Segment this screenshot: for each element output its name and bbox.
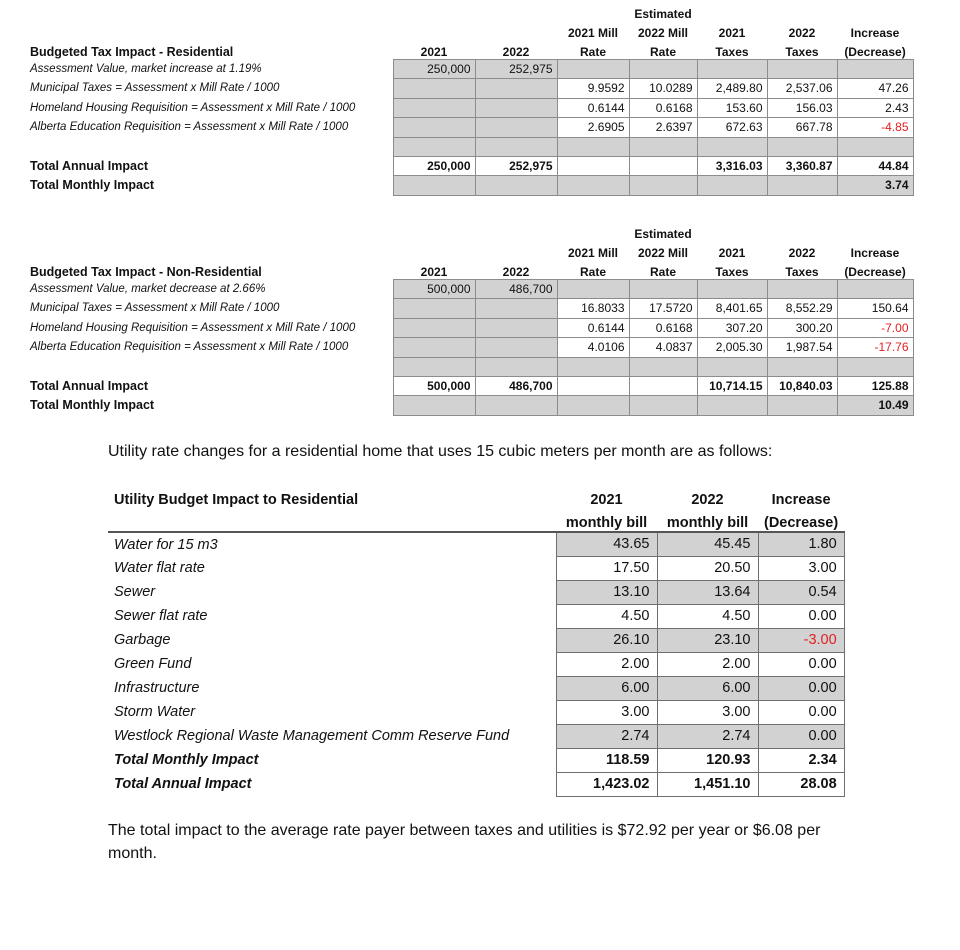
cell: 28.08 [758, 772, 844, 796]
header-row-3 [26, 260, 913, 279]
cell: 500,000 [393, 279, 475, 299]
cell: 120.93 [657, 748, 758, 772]
rate-2022-header: Rate [649, 44, 676, 59]
row-label: Sewer flat rate [114, 608, 208, 624]
cell: 0.6168 [629, 318, 697, 338]
cell [557, 279, 629, 299]
cell [629, 376, 697, 396]
row-label: Homeland Housing Requisition = Assessment x Mill Rate / 1000 [30, 321, 356, 334]
cell [475, 338, 557, 358]
cell: 156.03 [767, 98, 837, 118]
cell: 2.6397 [629, 118, 697, 138]
rate-2021-header: Rate [579, 44, 606, 59]
cell: 2,537.06 [767, 79, 837, 99]
rate-2022-header: Rate [649, 264, 676, 279]
nonresidential-tax-table [26, 222, 914, 416]
cell: 3,360.87 [767, 156, 837, 176]
cell: 3.00 [556, 700, 657, 724]
table-row [108, 628, 844, 652]
cell: 2.74 [556, 724, 657, 748]
table-row [108, 532, 844, 556]
cell: 26.10 [556, 628, 657, 652]
taxes-2021-sub: Taxes [715, 264, 749, 279]
cell: 252,975 [475, 156, 557, 176]
cell [557, 59, 629, 79]
cell [475, 318, 557, 338]
estimated-label: Estimated [634, 227, 692, 241]
cell: 150.64 [837, 299, 913, 319]
row-label: Assessment Value, market decrease at 2.66% [30, 282, 266, 295]
cell: 1,451.10 [657, 772, 758, 796]
cell: 4.50 [556, 604, 657, 628]
cell: 667.78 [767, 118, 837, 138]
table-row [26, 318, 913, 338]
spacer-row [26, 137, 913, 156]
row-label: Water for 15 m3 [114, 536, 218, 553]
taxes-2022-sub: Taxes [785, 44, 819, 59]
cell: -4.85 [837, 118, 913, 138]
cell: 500,000 [393, 376, 475, 396]
year-2021-header: 2021 [420, 44, 448, 59]
taxes-2022-sub: Taxes [785, 264, 819, 279]
cell [629, 279, 697, 299]
cell [393, 318, 475, 338]
table-row [108, 652, 844, 676]
year-2021-header: 2021 [420, 264, 448, 279]
cell: 0.6144 [557, 98, 629, 118]
total-annual-row [26, 156, 913, 176]
cell [393, 79, 475, 99]
bill-2022-header: monthly bill [657, 508, 758, 532]
row-label: Water flat rate [114, 560, 205, 576]
cell: 0.00 [758, 604, 844, 628]
utility-2022-header: 2022 [691, 492, 724, 508]
row-label: Total Annual Impact [30, 378, 149, 393]
mill-2022-header: 2022 Mill [637, 246, 689, 260]
cell: 16.8033 [557, 299, 629, 319]
cell: 47.26 [837, 79, 913, 99]
table-row [108, 604, 844, 628]
cell: 2.43 [837, 98, 913, 118]
utility-decrease-header: (Decrease) [758, 508, 844, 532]
decrease-header: (Decrease) [844, 264, 906, 279]
utility-header-row-2 [108, 508, 844, 532]
utility-table-title: Utility Budget Impact to Residential [114, 492, 359, 508]
table-row [26, 98, 913, 118]
taxes-2021-header: 2021 [718, 26, 746, 40]
table-row [26, 79, 913, 99]
cell: 118.59 [556, 748, 657, 772]
table-row [108, 724, 844, 748]
cell: -17.76 [837, 338, 913, 358]
table-row [108, 700, 844, 724]
cell [767, 279, 837, 299]
cell [475, 118, 557, 138]
cell: 13.64 [657, 580, 758, 604]
cell: 4.0106 [557, 338, 629, 358]
cell: 17.5720 [629, 299, 697, 319]
utility-header-row-1 [108, 485, 844, 508]
cell: 0.6144 [557, 318, 629, 338]
cell: 2.00 [556, 652, 657, 676]
table-row [108, 556, 844, 580]
table-row [26, 299, 913, 319]
row-label: Alberta Education Requisition = Assessment x Mill Rate / 1000 [30, 341, 349, 354]
cell [393, 338, 475, 358]
cell: 23.10 [657, 628, 758, 652]
row-label: Storm Water [114, 704, 196, 720]
cell [767, 59, 837, 79]
taxes-2021-header: 2021 [718, 246, 746, 260]
rate-2021-header: Rate [579, 264, 606, 279]
cell: 307.20 [697, 318, 767, 338]
total-monthly-row [26, 396, 913, 416]
cell [697, 279, 767, 299]
taxes-2021-sub: Taxes [715, 44, 749, 59]
mill-2021-header: 2021 Mill [567, 26, 619, 40]
cell [629, 59, 697, 79]
row-label: Total Annual Impact [30, 158, 149, 173]
cell [557, 376, 629, 396]
cell: 2.00 [657, 652, 758, 676]
cell: 0.6168 [629, 98, 697, 118]
mill-2021-header: 2021 Mill [567, 246, 619, 260]
cell: 6.00 [657, 676, 758, 700]
cell: 0.00 [758, 676, 844, 700]
utility-2021-header: 2021 [590, 492, 623, 508]
cell: 4.50 [657, 604, 758, 628]
row-label: Westlock Regional Waste Management Comm Reserve Fund [114, 728, 510, 744]
cell: 250,000 [393, 156, 475, 176]
cell: 0.00 [758, 700, 844, 724]
residential-tax-table [26, 2, 914, 196]
row-label: Green Fund [114, 656, 192, 672]
cell: 8,401.65 [697, 299, 767, 319]
increase-header: Increase [850, 246, 900, 260]
cell: 252,975 [475, 59, 557, 79]
year-2022-header: 2022 [502, 44, 530, 59]
cell: 3.00 [758, 556, 844, 580]
utility-total-monthly-row [108, 748, 844, 772]
cell: 153.60 [697, 98, 767, 118]
header-row-2 [26, 21, 913, 40]
row-label: Total Annual Impact [114, 776, 252, 792]
row-label: Total Monthly Impact [114, 752, 259, 768]
cell: 1,423.02 [556, 772, 657, 796]
table-title: Budgeted Tax Impact - Non-Residential [30, 265, 262, 279]
header-row-1 [26, 222, 913, 241]
utility-intro-text: Utility rate changes for a residential home that uses 15 cubic meters per month are as follows: [108, 443, 773, 460]
increase-header: Increase [850, 26, 900, 40]
cell: 2.6905 [557, 118, 629, 138]
cell: 13.10 [556, 580, 657, 604]
cell [697, 59, 767, 79]
row-label: Total Monthly Impact [30, 398, 155, 413]
cell [393, 118, 475, 138]
utility-budget-table [108, 485, 845, 797]
summary-text: The total impact to the average rate payer between taxes and utilities is $72.92 per year or $6.08 per month. [108, 822, 821, 862]
cell: 9.9592 [557, 79, 629, 99]
cell [475, 79, 557, 99]
table-title: Budgeted Tax Impact - Residential [30, 45, 234, 59]
table-row [26, 59, 913, 79]
cell: 17.50 [556, 556, 657, 580]
cell [557, 156, 629, 176]
taxes-2022-header: 2022 [788, 26, 816, 40]
cell: 1,987.54 [767, 338, 837, 358]
cell: 10,840.03 [767, 376, 837, 396]
row-label: Sewer [114, 584, 156, 600]
cell: 45.45 [657, 532, 758, 556]
row-label: Total Monthly Impact [30, 178, 155, 193]
cell: 8,552.29 [767, 299, 837, 319]
cell: 1.80 [758, 532, 844, 556]
cell: 486,700 [475, 376, 557, 396]
table-row [26, 118, 913, 138]
header-row-3 [26, 40, 913, 59]
cell: 672.63 [697, 118, 767, 138]
cell: 20.50 [657, 556, 758, 580]
cell: 0.00 [758, 724, 844, 748]
cell: 10.0289 [629, 79, 697, 99]
cell: 43.65 [556, 532, 657, 556]
header-row-2 [26, 241, 913, 260]
cell: 3,316.03 [697, 156, 767, 176]
row-label: Municipal Taxes = Assessment x Mill Rate / 1000 [30, 302, 280, 315]
cell: 3.74 [837, 176, 913, 196]
bill-2021-header: monthly bill [556, 508, 657, 532]
total-monthly-row [26, 176, 913, 196]
cell: 3.00 [657, 700, 758, 724]
header-row-1 [26, 2, 913, 21]
cell: 0.00 [758, 652, 844, 676]
taxes-2022-header: 2022 [788, 246, 816, 260]
cell [629, 156, 697, 176]
cell: 486,700 [475, 279, 557, 299]
cell [837, 279, 913, 299]
spacer-row [26, 357, 913, 376]
cell [393, 98, 475, 118]
utility-total-annual-row [108, 772, 844, 796]
cell: 6.00 [556, 676, 657, 700]
total-annual-row [26, 376, 913, 396]
cell [393, 299, 475, 319]
cell: 2.34 [758, 748, 844, 772]
cell: 10.49 [837, 396, 913, 416]
cell: 10,714.15 [697, 376, 767, 396]
year-2022-header: 2022 [502, 264, 530, 279]
table-row [108, 580, 844, 604]
table-row [26, 279, 913, 299]
row-label: Assessment Value, market increase at 1.19% [30, 62, 262, 75]
table-row [108, 676, 844, 700]
cell [837, 59, 913, 79]
mill-2022-header: 2022 Mill [637, 26, 689, 40]
cell: 4.0837 [629, 338, 697, 358]
cell: 2.74 [657, 724, 758, 748]
row-label: Garbage [114, 632, 171, 648]
cell: 300.20 [767, 318, 837, 338]
cell [475, 98, 557, 118]
cell: 250,000 [393, 59, 475, 79]
cell: 0.54 [758, 580, 844, 604]
row-label: Alberta Education Requisition = Assessment x Mill Rate / 1000 [30, 121, 349, 134]
row-label: Homeland Housing Requisition = Assessment x Mill Rate / 1000 [30, 101, 356, 114]
cell: 125.88 [837, 376, 913, 396]
cell: 44.84 [837, 156, 913, 176]
utility-increase-header: Increase [771, 492, 831, 508]
cell [475, 299, 557, 319]
table-row [26, 338, 913, 358]
row-label: Municipal Taxes = Assessment x Mill Rate / 1000 [30, 82, 280, 95]
cell: 2,489.80 [697, 79, 767, 99]
cell: 2,005.30 [697, 338, 767, 358]
cell: -3.00 [758, 628, 844, 652]
cell: -7.00 [837, 318, 913, 338]
row-label: Infrastructure [114, 680, 200, 696]
decrease-header: (Decrease) [844, 44, 906, 59]
estimated-label: Estimated [634, 7, 692, 21]
